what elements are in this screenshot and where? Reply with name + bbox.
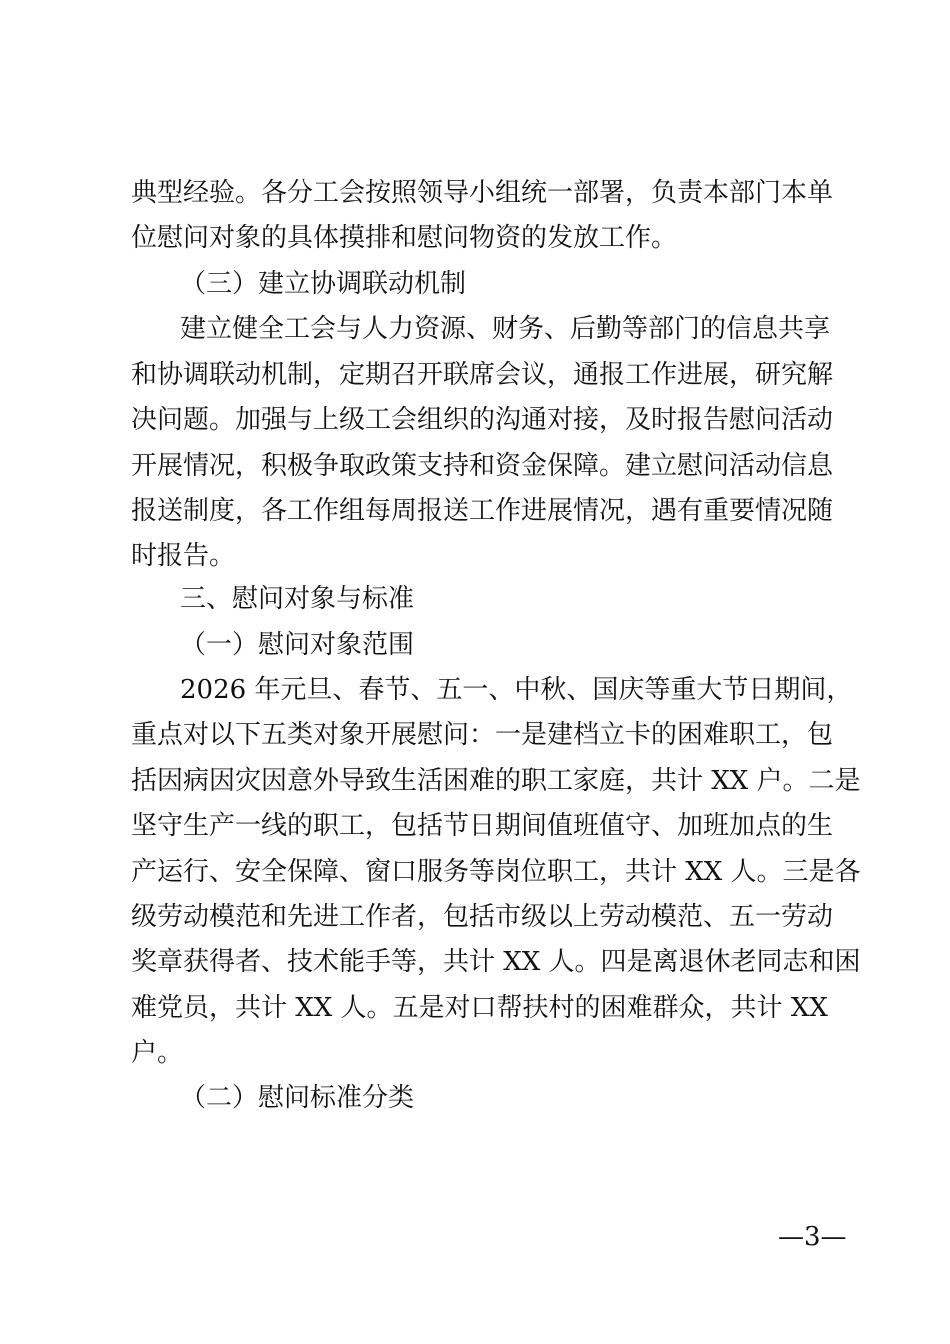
paragraph-line: 奖章获得者、技术能手等，共计 XX 人。四是离退休老同志和困 — [131, 947, 861, 977]
paragraph-line: 和协调联动机制，定期召开联席会议，通报工作进展，研究解 — [131, 360, 834, 390]
subheading-scope: （一）慰问对象范围 — [180, 630, 415, 660]
paragraph-line: 决问题。加强与上级工会组织的沟通对接，及时报告慰问活动 — [131, 405, 834, 435]
page-number: —3— — [778, 1222, 847, 1252]
paragraph-line: 产运行、安全保障、窗口服务等岗位职工，共计 XX 人。三是各 — [131, 857, 861, 887]
section-heading: 三、慰问对象与标准 — [180, 584, 415, 614]
paragraph-line: 开展情况，积极争取政策支持和资金保障。建立慰问活动信息 — [131, 451, 834, 481]
paragraph-line: 级劳动模范和先进工作者，包括市级以上劳动模范、五一劳动 — [131, 902, 834, 932]
paragraph-line: 建立健全工会与人力资源、财务、后勤等部门的信息共享 — [180, 314, 831, 344]
paragraph-line: 时报告。 — [131, 541, 236, 571]
paragraph-line: 报送制度，各工作组每周报送工作进展情况，遇有重要情况随 — [131, 496, 834, 526]
subheading-coordination: （三）建立协调联动机制 — [180, 269, 467, 299]
paragraph-line: 难党员，共计 XX 人。五是对口帮扶村的困难群众，共计 XX — [131, 993, 828, 1023]
paragraph-line: 括因病因灾因意外导致生活困难的职工家庭，共计 XX 户。二是 — [131, 766, 861, 796]
paragraph-line: 户。 — [131, 1038, 184, 1068]
subheading-standards: （二）慰问标准分类 — [180, 1083, 415, 1113]
paragraph-line: 2026 年元旦、春节、五一、中秋、国庆等重大节日期间， — [180, 675, 853, 705]
paragraph-line: 位慰问对象的具体摸排和慰问物资的发放工作。 — [131, 223, 678, 253]
paragraph-line: 典型经验。各分工会按照领导小组统一部署，负责本部门本单 — [131, 178, 834, 208]
paragraph-line: 坚守生产一线的职工，包括节日期间值班值守、加班加点的生 — [131, 811, 834, 841]
paragraph-line: 重点对以下五类对象开展慰问：一是建档立卡的困难职工，包 — [131, 720, 834, 750]
